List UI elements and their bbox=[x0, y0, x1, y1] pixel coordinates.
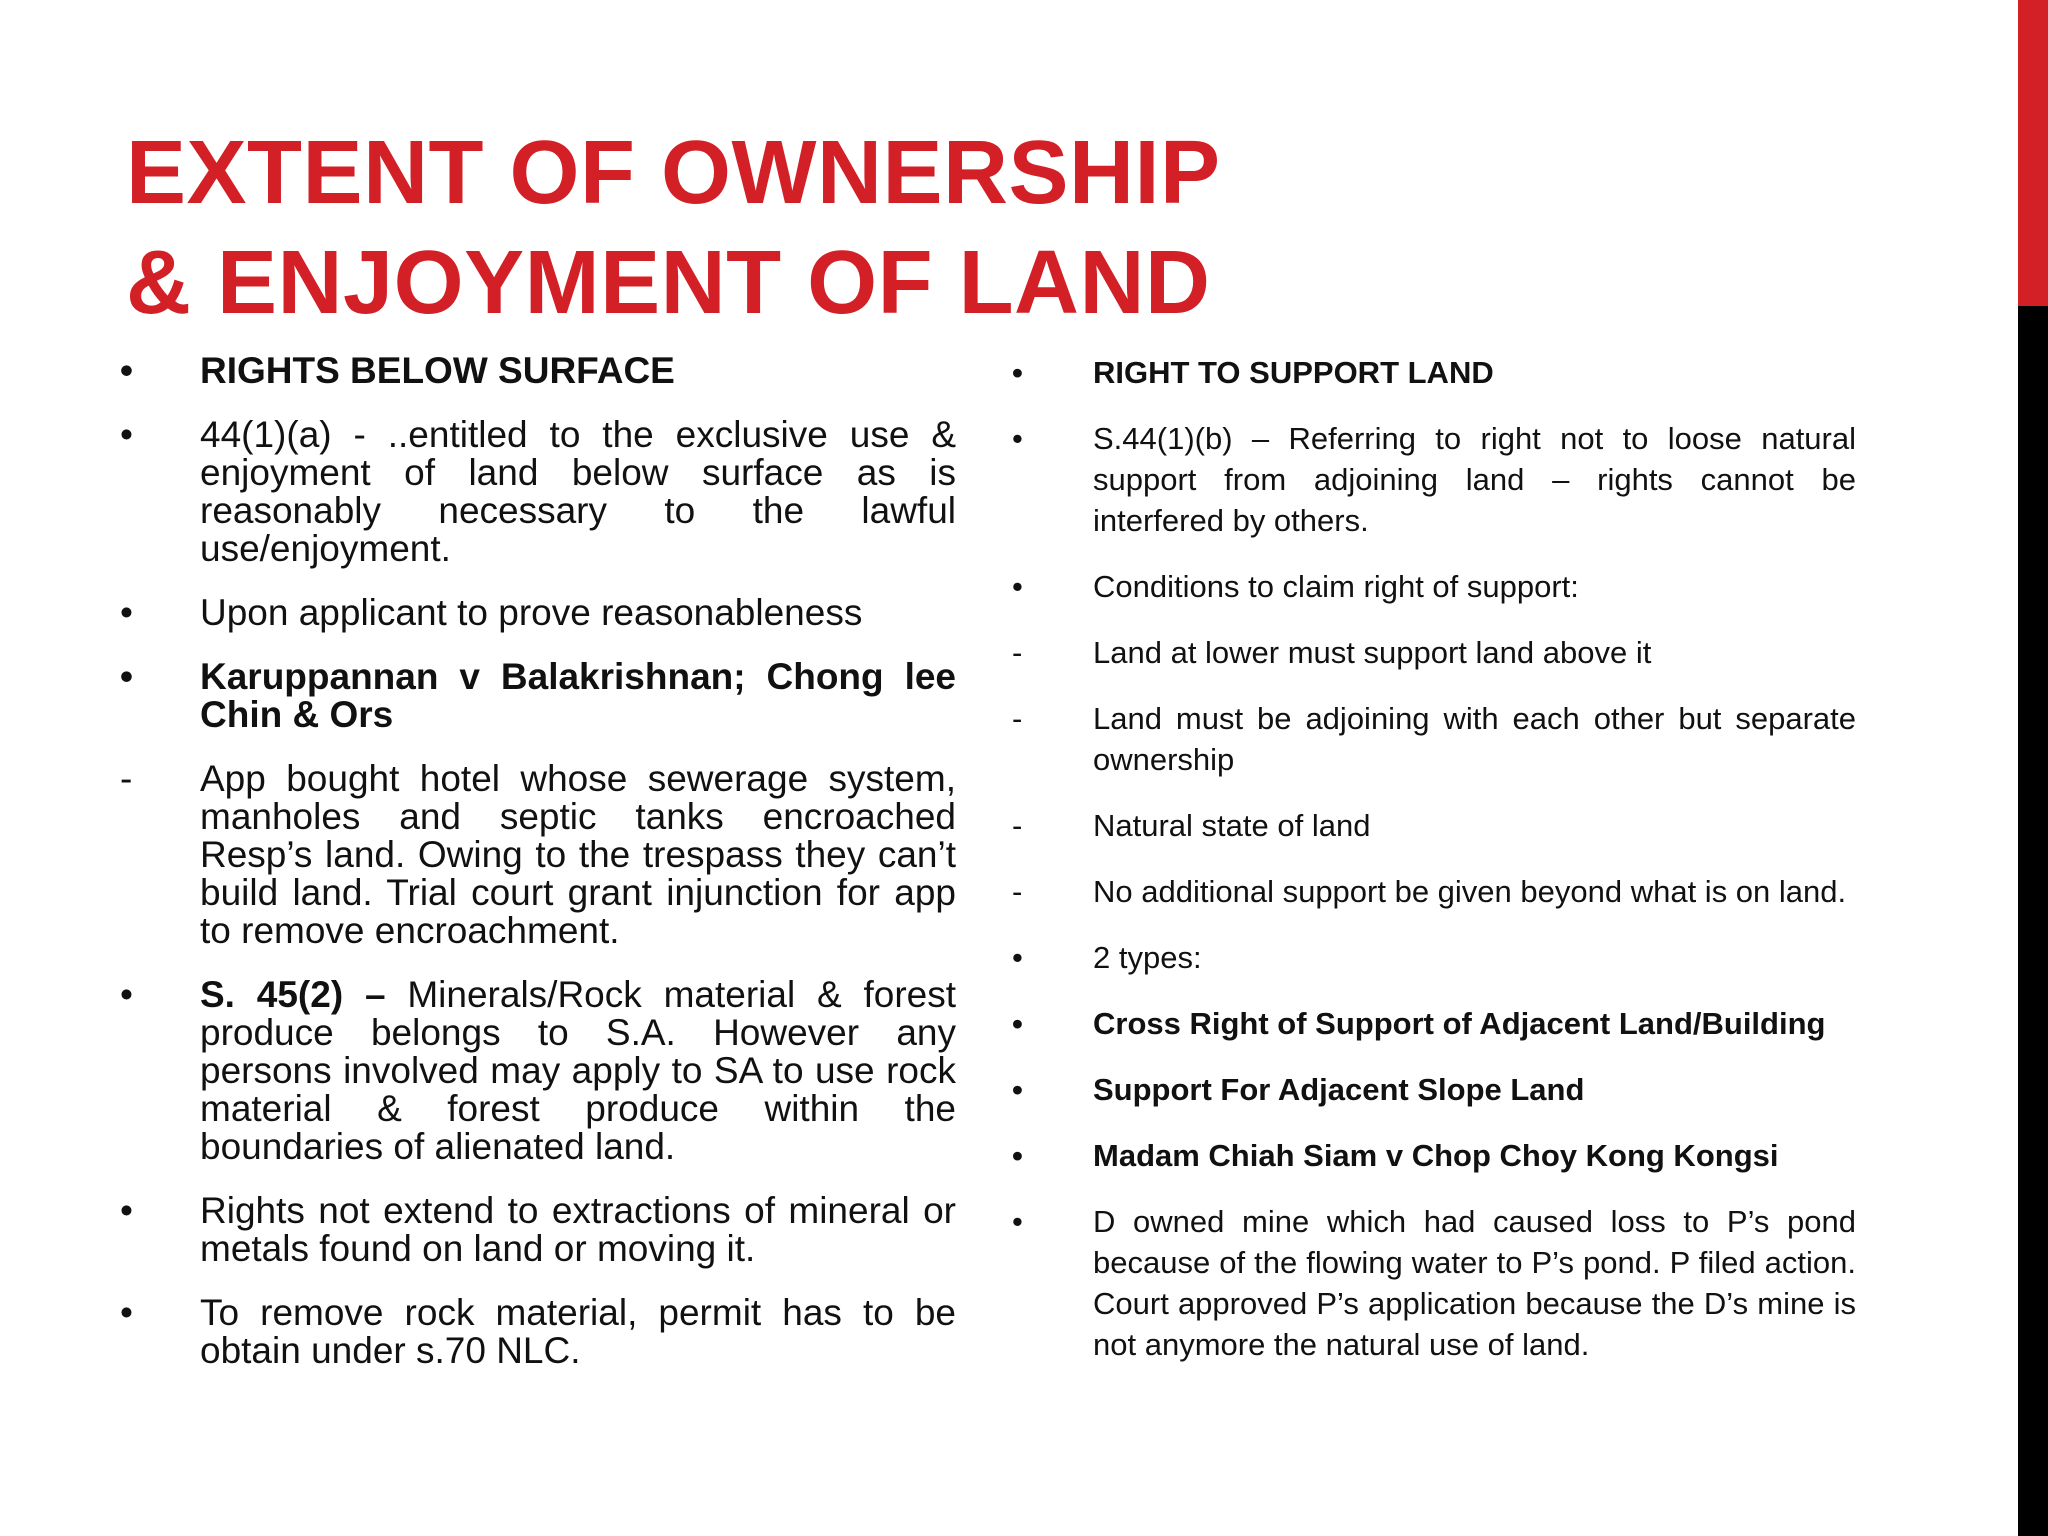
list-item bbox=[1012, 805, 1856, 846]
list-item bbox=[1012, 632, 1856, 673]
list-item bbox=[120, 352, 956, 390]
bullet-marker: • bbox=[1012, 1138, 1023, 1173]
right-column bbox=[1012, 352, 1856, 1390]
dash-marker: - bbox=[1012, 808, 1023, 843]
bullet-marker: • bbox=[120, 656, 133, 697]
list-item bbox=[1012, 698, 1856, 780]
list-item bbox=[120, 760, 956, 950]
list-item bbox=[1012, 418, 1856, 541]
list-item-text: Natural state of land bbox=[1093, 808, 1371, 843]
dash-marker: - bbox=[1012, 635, 1023, 670]
accent-bar-black bbox=[2018, 306, 2048, 1536]
list-item-text: 2 types: bbox=[1093, 940, 1202, 975]
bullet-marker: • bbox=[120, 414, 133, 455]
list-item-text: Land must be adjoining with each other but separate ownership bbox=[1093, 701, 1856, 777]
list-item bbox=[1012, 566, 1856, 607]
list-item-text: RIGHT TO SUPPORT LAND bbox=[1093, 355, 1494, 390]
section-label: S. 45(2) – bbox=[200, 974, 386, 1015]
list-item bbox=[1012, 1069, 1856, 1110]
list-item-text: Rights not extend to extractions of mineral or metals found on land or moving it. bbox=[200, 1190, 956, 1269]
bullet-marker: • bbox=[1012, 940, 1023, 975]
list-item-text: Support For Adjacent Slope Land bbox=[1093, 1072, 1585, 1107]
section-text: Minerals/Rock material & forest produce belongs to S.A. However any persons involved may apply to SA to use rock material & forest produce within the boundaries of alienated land. bbox=[200, 974, 956, 1167]
list-item-text bbox=[200, 976, 956, 1166]
bullet-marker: • bbox=[120, 350, 133, 391]
list-item-text: To remove rock material, permit has to be obtain under s.70 NLC. bbox=[200, 1292, 956, 1371]
slide-title bbox=[126, 118, 1826, 338]
list-item bbox=[120, 416, 956, 568]
list-item-text: App bought hotel whose sewerage system, manholes and septic tanks encroached Resp’s land. Owing to the trespass they can’t build land. Trial court grant injunction for app to remove encroachment. bbox=[200, 758, 956, 951]
dash-marker: - bbox=[1012, 701, 1023, 736]
list-item-text: 44(1)(a) - ..entitled to the exclusive use & enjoyment of land below surface as is reasonably necessary to the lawful use/enjoyment. bbox=[200, 414, 956, 569]
list-item bbox=[1012, 1135, 1856, 1176]
list-item-text: Cross Right of Support of Adjacent Land/Building bbox=[1093, 1006, 1826, 1041]
slide-title-line-1: EXTENT OF OWNERSHIP bbox=[126, 123, 1221, 223]
list-item-text: Conditions to claim right of support: bbox=[1093, 569, 1579, 604]
list-item bbox=[120, 1192, 956, 1268]
list-item bbox=[1012, 937, 1856, 978]
list-item bbox=[120, 594, 956, 632]
bullet-marker: • bbox=[1012, 1072, 1023, 1107]
bullet-marker: • bbox=[120, 1292, 133, 1333]
bullet-marker: • bbox=[1012, 569, 1023, 604]
slide-title-line-2: & ENJOYMENT OF LAND bbox=[126, 233, 1211, 333]
bullet-marker: • bbox=[120, 1190, 133, 1231]
list-item-text: No additional support be given beyond what is on land. bbox=[1093, 874, 1847, 909]
list-item-text: Land at lower must support land above it bbox=[1093, 635, 1652, 670]
accent-bar-red bbox=[2018, 0, 2048, 306]
bullet-marker: • bbox=[1012, 355, 1023, 390]
bullet-marker: • bbox=[120, 974, 133, 1015]
list-item bbox=[120, 658, 956, 734]
list-item-text: S.44(1)(b) – Referring to right not to loose natural support from adjoining land – rights cannot be interfered by others. bbox=[1093, 421, 1856, 538]
list-item bbox=[1012, 1003, 1856, 1044]
left-column bbox=[120, 352, 956, 1396]
case-citation: Karuppannan v Balakrishnan; Chong lee Chin & Ors bbox=[200, 656, 956, 735]
case-citation: Madam Chiah Siam v Chop Choy Kong Kongsi bbox=[1093, 1138, 1779, 1173]
list-item bbox=[120, 976, 956, 1166]
dash-marker: - bbox=[120, 758, 133, 799]
list-item bbox=[1012, 871, 1856, 912]
list-item-text: Upon applicant to prove reasonableness bbox=[200, 592, 863, 633]
bullet-marker: • bbox=[1012, 421, 1023, 456]
list-item bbox=[1012, 1201, 1856, 1365]
bullet-marker: • bbox=[1012, 1006, 1023, 1041]
list-item-text: RIGHTS BELOW SURFACE bbox=[200, 350, 675, 391]
dash-marker: - bbox=[1012, 874, 1023, 909]
list-item bbox=[1012, 352, 1856, 393]
list-item-text: D owned mine which had caused loss to P’s pond because of the flowing water to P’s pond. P filed action. Court approved P’s application because the D’s mine is not anymore the natural use of land. bbox=[1093, 1204, 1856, 1362]
bullet-marker: • bbox=[120, 592, 133, 633]
bullet-marker: • bbox=[1012, 1204, 1023, 1239]
list-item bbox=[120, 1294, 956, 1370]
